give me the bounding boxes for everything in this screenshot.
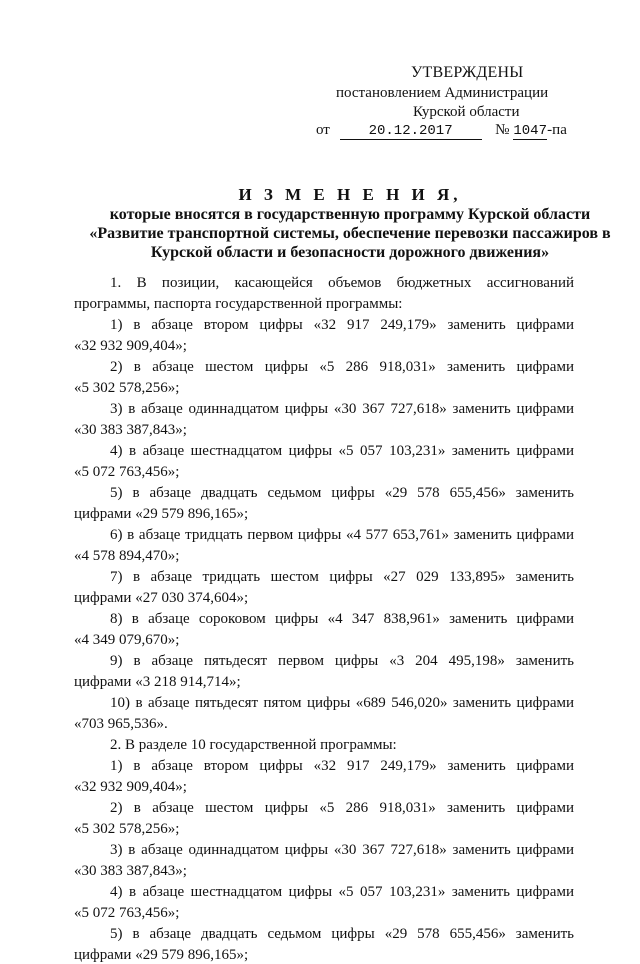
approval-authority: постановлением Администрации: [336, 85, 549, 101]
body-line: цифрами «3 218 914,714»;: [74, 674, 241, 690]
body-line: «5 072 763,456»;: [74, 905, 180, 921]
body-line: 6) в абзаце тридцать первом цифры «4 577 653,761» заменить цифрами: [110, 527, 574, 543]
body-line: «5 302 578,256»;: [74, 821, 180, 837]
number-prefix: №: [495, 122, 510, 138]
approval-date: 20.12.2017: [340, 124, 482, 140]
heading-line: Курской области и безопасности дорожного движения»: [150, 244, 550, 261]
body-line: 1. В позиции, касающейся объемов бюджетных ассигнований: [110, 275, 574, 291]
body-line: 5) в абзаце двадцать седьмом цифры «29 578 655,456» заменить: [110, 926, 574, 942]
body-line: «30 383 387,843»;: [74, 422, 187, 438]
body-line: 2) в абзаце шестом цифры «5 286 918,031» заменить цифрами: [110, 359, 574, 375]
date-prefix: от: [316, 122, 330, 138]
approval-date-line: [316, 121, 567, 140]
body-line: цифрами «29 579 896,165»;: [74, 947, 249, 963]
heading-title: И З М Е Н Е Н И Я,: [238, 185, 462, 204]
body-line: 4) в абзаце шестнадцатом цифры «5 057 103,231» заменить цифрами: [110, 884, 574, 900]
body-line: 3) в абзаце одиннадцатом цифры «30 367 727,618» заменить цифрами: [110, 842, 574, 858]
body-line: 8) в абзаце сороковом цифры «4 347 838,961» заменить цифрами: [110, 611, 574, 627]
approval-region: Курской области: [413, 104, 520, 120]
body-line: 1) в абзаце втором цифры «32 917 249,179» заменить цифрами: [110, 317, 574, 333]
body-line: 9) в абзаце пятьдесят первом цифры «3 204 495,198» заменить: [110, 653, 574, 669]
body-line: «703 965,536».: [74, 716, 168, 732]
body-line: «32 932 909,404»;: [74, 779, 187, 795]
body-line: «30 383 387,843»;: [74, 863, 187, 879]
approval-title: УТВЕРЖДЕНЫ: [411, 64, 524, 81]
number-suffix: -па: [547, 122, 567, 138]
body-line: программы, паспорта государственной программы:: [74, 296, 403, 312]
body-line: цифрами «27 030 374,604»;: [74, 590, 249, 606]
body-line: «32 932 909,404»;: [74, 338, 187, 354]
body-line: 2. В разделе 10 государственной программы:: [110, 737, 397, 753]
body-line: «4 578 894,470»;: [74, 548, 180, 564]
body-line: 2) в абзаце шестом цифры «5 286 918,031» заменить цифрами: [110, 800, 574, 816]
body-line: 7) в абзаце тридцать шестом цифры «27 029 133,895» заменить: [110, 569, 574, 585]
body-line: 1) в абзаце втором цифры «32 917 249,179» заменить цифрами: [110, 758, 574, 774]
approval-number: 1047: [513, 123, 547, 139]
body-line: 10) в абзаце пятьдесят пятом цифры «689 546,020» заменить цифрами: [110, 695, 574, 711]
body-line: «5 302 578,256»;: [74, 380, 180, 396]
body-line: цифрами «29 579 896,165»;: [74, 506, 249, 522]
body-line: «4 349 079,670»;: [74, 632, 180, 648]
body-line: 4) в абзаце шестнадцатом цифры «5 057 103,231» заменить цифрами: [110, 443, 574, 459]
heading-line: которые вносятся в государственную программу Курской области: [109, 206, 591, 223]
body-line: 5) в абзаце двадцать седьмом цифры «29 578 655,456» заменить: [110, 485, 574, 501]
heading-line: «Развитие транспортной системы, обеспечение перевозки пассажиров в: [89, 225, 611, 242]
body-line: «5 072 763,456»;: [74, 464, 180, 480]
document-heading: [60, 185, 640, 262]
body-line: 3) в абзаце одиннадцатом цифры «30 367 727,618» заменить цифрами: [110, 401, 574, 417]
